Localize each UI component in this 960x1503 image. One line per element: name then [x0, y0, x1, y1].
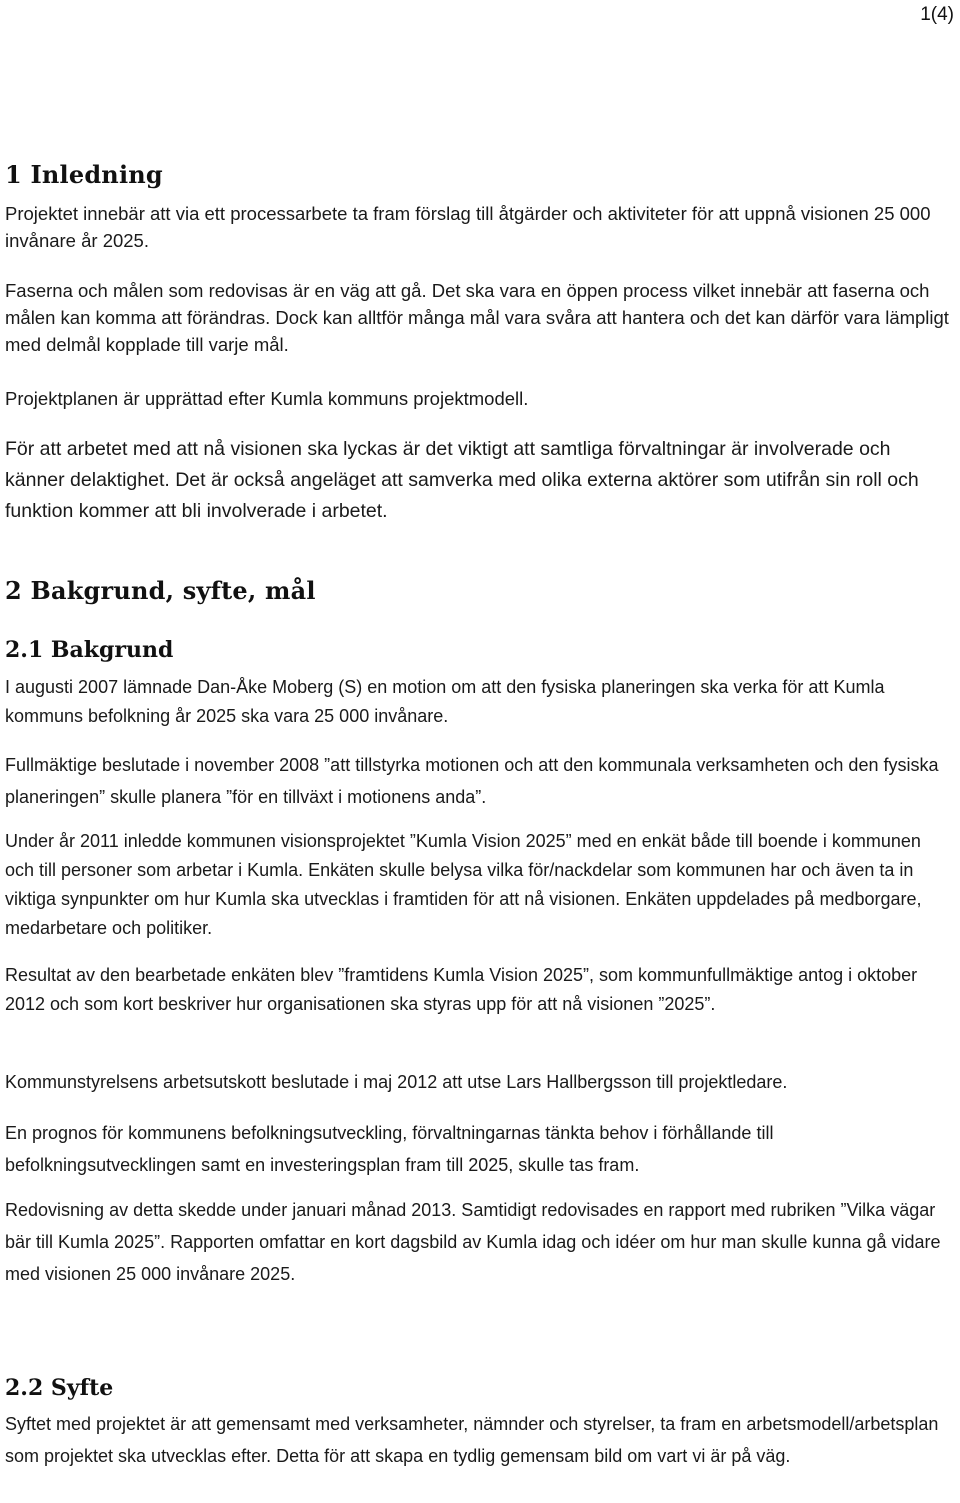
page-number: 1(4)	[920, 4, 954, 25]
paragraph-prognos: En prognos för kommunens befolkningsutveckling, förvaltningarnas tänkta behov i förhållande till befolkningsutvecklingen samt en investeringsplan fram till 2025, skulle tas fram.	[5, 1123, 774, 1175]
paragraph-visionen: För att arbetet med att nå visionen ska lyckas är det viktigt att samtliga förvaltningar är involverade och känner delaktighet. Det är också angeläget att samverka med olika externa aktörer som utifrån sin roll och funktion kommer att bli involverade i arbetet.	[5, 438, 919, 522]
subsection-heading-syfte: 2.2 Syfte	[5, 1375, 114, 1401]
subsection-heading-bakgrund: 2.1 Bakgrund	[5, 637, 174, 663]
paragraph-fullmaktige: Fullmäktige beslutade i november 2008 ”att tillstyrka motionen och att den kommunala verksamheten och den fysiska planeringen” skulle planera ”för en tillväxt i motionens anda”.	[5, 755, 939, 807]
paragraph-projektledare: Kommunstyrelsens arbetsutskott beslutade i maj 2012 att utse Lars Hallbergsson till projektledare.	[5, 1072, 788, 1092]
section-heading-bakgrund-syfte-mal: 2 Bakgrund, syfte, mål	[5, 576, 316, 605]
paragraph-resultat: Resultat av den bearbetade enkäten blev ”framtidens Kumla Vision 2025”, som kommunfullmäktige antog i oktober 2012 och som kort beskriver hur organisationen ska styras upp för att nå visionen ”2025”.	[5, 965, 918, 1014]
paragraph-intro: Projektet innebär att via ett processarbete ta fram förslag till åtgärder och aktiviteter för att uppnå visionen 25 000 invånare år 2025.	[5, 203, 931, 251]
paragraph-motion: I augusti 2007 lämnade Dan-Åke Moberg (S) en motion om att den fysiska planeringen ska verka för att Kumla kommuns befolkning år 2025 ska vara 25 000 invånare.	[5, 677, 885, 726]
paragraph-enkat: Under år 2011 inledde kommunen visionsprojektet ”Kumla Vision 2025” med en enkät både till boende i kommunen och till personer som arbetar i Kumla. Enkäten skulle belysa vilka för/nackdelar som kommunen har och även ta in viktiga synpunkter om hur Kumla ska utvecklas i framtiden för att nå visionen. Enkäten uppdelades på medborgare, medarbetare och politiker.	[5, 831, 922, 938]
paragraph-projektplan: Projektplanen är upprättad efter Kumla kommuns projektmodell.	[5, 388, 529, 409]
paragraph-faserna: Faserna och målen som redovisas är en väg att gå. Det ska vara en öppen process vilket innebär att faserna och målen kan komma att förändras. Dock kan alltför många mål vara svåra att hantera och det kan därför vara lämpligt med delmål kopplade till varje mål.	[5, 280, 949, 355]
section-heading-inledning: 1 Inledning	[5, 160, 163, 189]
paragraph-redovisning: Redovisning av detta skedde under januari månad 2013. Samtidigt redovisades en rapport med rubriken ”Vilka vägar bär till Kumla 2025”. Rapporten omfattar en kort dagsbild av Kumla idag och idéer om hur man skulle kunna gå vidare med visionen 25 000 invånare 2025.	[5, 1200, 941, 1284]
paragraph-syfte: Syftet med projektet är att gemensamt med verksamheter, nämnder och styrelser, ta fram en arbetsmodell/arbetsplan som projektet ska utvecklas efter. Detta för att skapa en tydlig gemensam bild om vart vi är på väg.	[5, 1414, 939, 1466]
